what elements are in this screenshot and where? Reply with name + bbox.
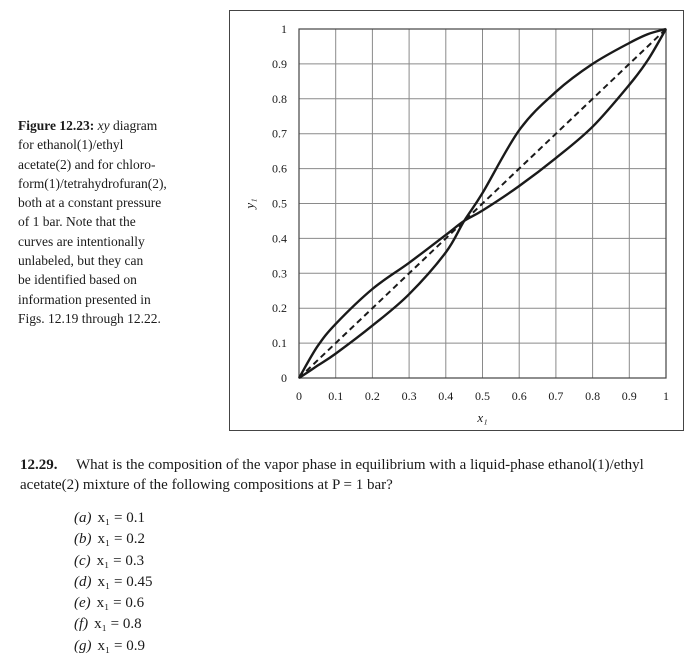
- problem-text: What is the composition of the vapor phase in equilibrium with a liquid-phase ethanol(1)/ethyl acetate(2) mixture of the following compositions at P = 1 bar?: [20, 457, 644, 493]
- part-label: (f): [74, 616, 89, 633]
- part-label: (g): [74, 637, 92, 654]
- problem-part: [74, 614, 152, 635]
- problem-number: 12.29.: [20, 457, 58, 473]
- y-tick-label: 1: [281, 22, 287, 36]
- part-expression: x₁ = 0.8: [94, 616, 142, 633]
- y-tick-label: 0.9: [272, 56, 287, 71]
- part-expression: x₁ = 0.2: [97, 531, 145, 548]
- x-tick-label: 0.7: [548, 389, 564, 403]
- y-tick-label: 0.2: [272, 301, 287, 316]
- caption-line: form(1)/tetrahydrofuran(2),: [18, 175, 167, 191]
- problem-part: [74, 593, 152, 614]
- x-tick-label: 0.5: [475, 389, 490, 403]
- y-tick-label: 0.5: [272, 196, 287, 211]
- problem-parts: [74, 508, 152, 657]
- part-label: (b): [74, 531, 92, 548]
- xy-diagram-chart: [229, 10, 684, 431]
- part-expression: x₁ = 0.3: [96, 552, 145, 569]
- x-tick-label: 0.1: [328, 389, 344, 403]
- y-tick-label: 0.4: [272, 231, 287, 246]
- caption-line: for ethanol(1)/ethyl: [18, 137, 124, 153]
- caption-line: of 1 bar. Note that the: [18, 214, 136, 230]
- part-label: (e): [74, 595, 91, 612]
- y-tick-label: 0: [281, 371, 287, 385]
- x-tick-label: 1: [663, 389, 669, 403]
- x-tick-label: 0.6: [511, 389, 527, 403]
- y-tick-label: 0.3: [272, 266, 287, 281]
- figure-label: Figure 12.23:: [18, 118, 95, 133]
- part-expression: x₁ = 0.45: [97, 573, 153, 590]
- part-expression: x₁ = 0.1: [97, 510, 145, 526]
- part-label: (d): [74, 573, 92, 590]
- caption-line: unlabeled, but they can: [18, 253, 144, 269]
- part-expression: x₁ = 0.9: [97, 637, 145, 654]
- y-tick-label: 0.6: [272, 161, 287, 176]
- caption-line: both at a constant pressure: [18, 195, 162, 211]
- y-tick-label: 0.8: [272, 91, 287, 106]
- y-axis-label: y₁: [242, 198, 257, 209]
- problem-part: [74, 572, 152, 593]
- caption-line: be identified based on: [18, 272, 137, 288]
- problem-part: [74, 529, 152, 550]
- y-tick-label: 0.7: [272, 126, 287, 141]
- problem-part: [74, 636, 152, 657]
- figure-caption: [18, 116, 218, 328]
- caption-line: information presented in: [18, 291, 151, 307]
- x-tick-label: 0.8: [585, 389, 601, 403]
- x-tick-label: 0.9: [621, 389, 637, 403]
- caption-line: acetate(2) and for chloro-: [18, 156, 156, 172]
- caption-line: diagram: [109, 118, 158, 133]
- part-label: (a): [74, 510, 92, 526]
- problem-part: [74, 551, 152, 572]
- caption-line: curves are intentionally: [18, 233, 145, 249]
- problem-statement: [20, 455, 685, 495]
- x-tick-label: 0.4: [438, 389, 454, 403]
- x-tick-label: 0.2: [364, 389, 380, 403]
- part-label: (c): [74, 552, 91, 569]
- caption-line: Figs. 12.19 through 12.22.: [18, 310, 161, 326]
- x-tick-label: 0: [296, 389, 302, 403]
- x-tick-label: 0.3: [401, 389, 417, 403]
- part-expression: x₁ = 0.6: [96, 595, 145, 612]
- x-axis-label: x₁: [477, 410, 488, 425]
- y-tick-label: 0.1: [272, 336, 287, 351]
- caption-variable: xy: [97, 118, 110, 133]
- problem-part: [74, 508, 152, 529]
